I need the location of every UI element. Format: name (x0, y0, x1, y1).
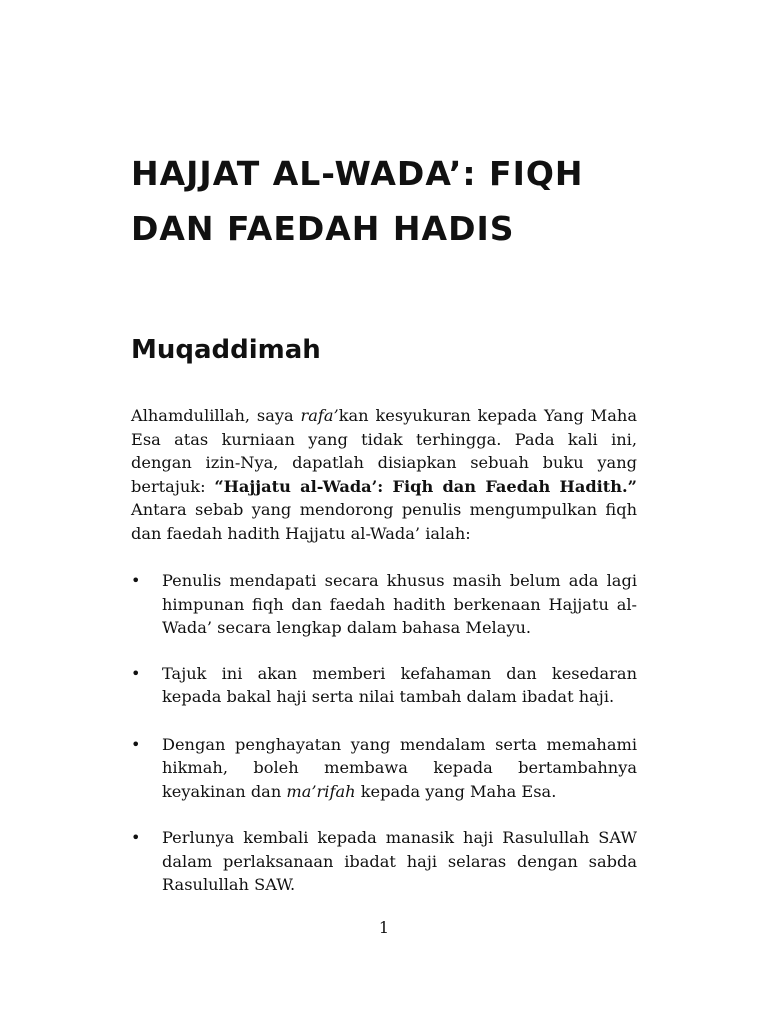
title-line-1: HAJJAT AL-WADA’: FIQH (131, 154, 584, 193)
intro-text-1: Alhamdulillah, saya (131, 406, 301, 425)
bullet-icon: • (131, 663, 141, 683)
list-item-text: Tajuk ini akan memberi kefahaman dan kesedaran kepada bakal haji serta nilai tambah dalam ibadat haji. (162, 663, 637, 706)
intro-paragraph (131, 404, 637, 545)
title-line-2: DAN FAEDAH HADIS (131, 209, 515, 248)
bullet-icon: • (131, 571, 141, 590)
list-item-text: Perlunya kembali kepada manasik haji Rasulullah SAW dalam perlaksanaan ibadat haji selaras dengan sabda Rasulullah SAW. (162, 828, 637, 894)
bullet-icon: • (131, 734, 141, 754)
bullet-icon: • (131, 828, 141, 847)
intro-text-2: kan kesyukuran kepada Yang Maha Esa atas kurniaan yang tidak terhingga. Pada kali ini, dengan izin-Nya, dapatlah disiapkan sebuah buku yang bertajuk: (131, 406, 637, 496)
list-item-text: Penulis mendapati secara khusus masih belum ada lagi himpunan fiqh dan faedah hadith berkenaan Hajjatu al-Wada’ secara lengkap dalam bahasa Melayu. (162, 571, 637, 637)
list-item (131, 662, 637, 709)
intro-text-3: Antara sebab yang mendorong penulis mengumpulkan fiqh dan faedah hadith Hajjatu al-Wada’ ialah: (131, 500, 637, 543)
list-item (131, 733, 637, 804)
list-item (131, 826, 637, 897)
section-heading: Muqaddimah (131, 335, 321, 365)
page-number: 1 (378, 918, 390, 937)
reasons-list (131, 569, 637, 897)
list-item (131, 569, 637, 640)
list-item-italic-term: ma’rifah (286, 781, 356, 801)
book-title: “Hajjatu al-Wada’: Fiqh dan Faedah Hadith.” (214, 476, 637, 496)
list-item-text: Dengan penghayatan yang mendalam serta memahami hikmah, boleh membawa kepada bertambahnya keyakinan dan (162, 734, 637, 801)
list-item-text-end: kepada yang Maha Esa. (355, 781, 557, 801)
document-title (131, 146, 651, 256)
intro-italic-term: rafa’ (300, 406, 339, 425)
